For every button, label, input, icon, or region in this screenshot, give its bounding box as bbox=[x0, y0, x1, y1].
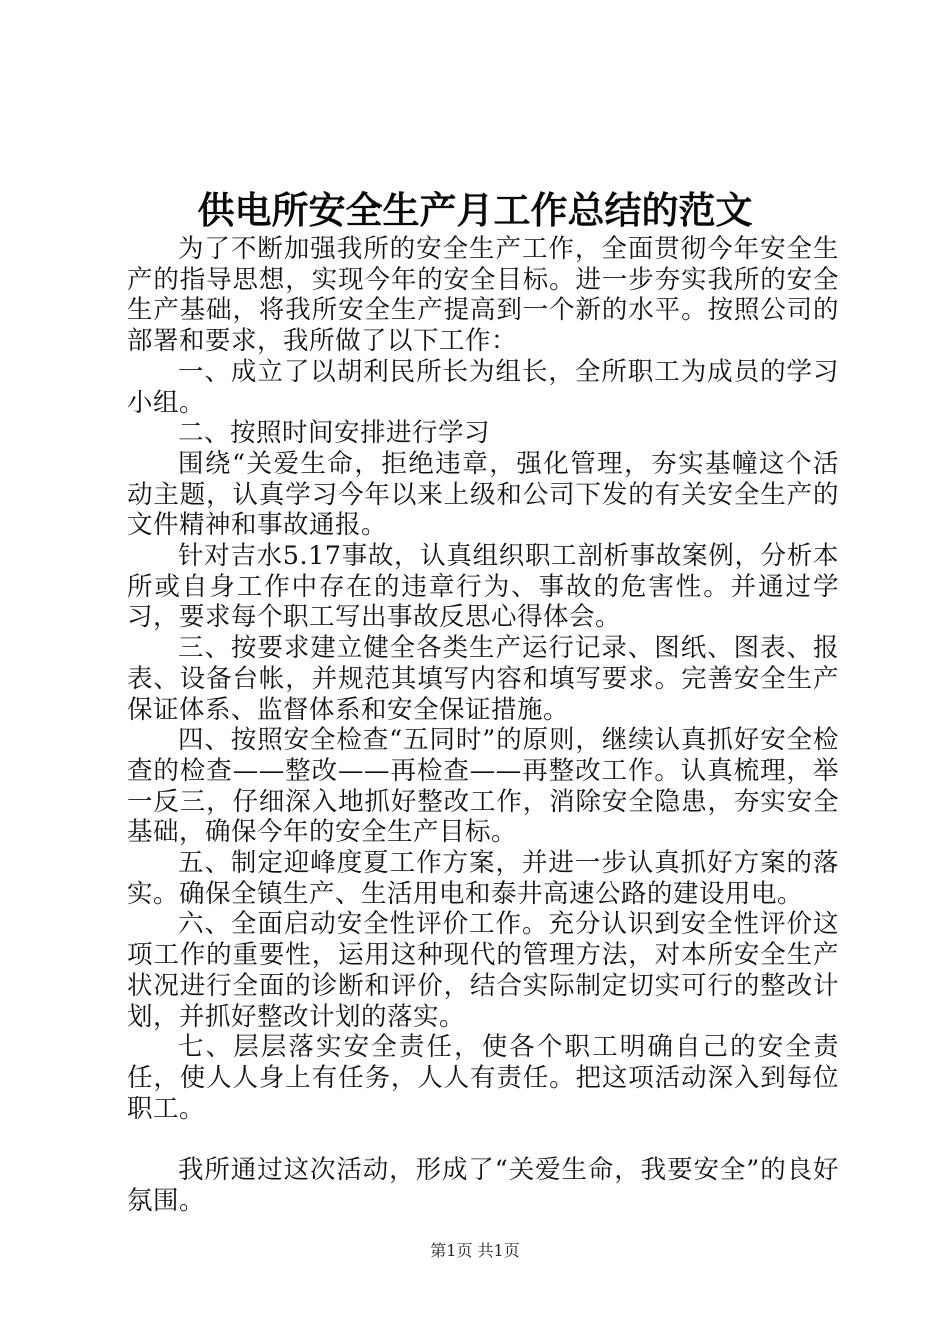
paragraph-item-2-accident: 针对吉水5.17事故，认真组织职工剖析事故案例，分析本所或自身工作中存在的违章行为、事故的危害性。并通过学习，要求每个职工写出事故反思心得体会。 bbox=[127, 541, 839, 633]
page-footer: 第1页 共1页 bbox=[430, 1241, 520, 1260]
paragraph-item-1: 一、成立了以胡利民所长为组长，全所职工为成员的学习小组。 bbox=[127, 356, 839, 418]
document-title: 供电所安全生产月工作总结的范文 bbox=[197, 188, 753, 232]
paragraph-item-2-theme: 围绕“关爱生命，拒绝违章，强化管理，夯实基幢这个活动主题，认真学习今年以来上级和公司下发的有关安全生产的文件精神和事故通报。 bbox=[127, 448, 839, 541]
paragraph-item-5: 五、制定迎峰度夏工作方案，并进一步认真抓好方案的落实。确保全镇生产、生活用电和泰井高速公路的建设用电。 bbox=[127, 848, 839, 909]
paragraph-intro: 为了不断加强我所的安全生产工作，全面贯彻今年安全生产的指导思想，实现今年的安全目标。进一步夯实我所的安全生产基础，将我所安全生产提高到一个新的水平。按照公司的部署和要求，我所做了以下工作： bbox=[127, 234, 839, 357]
paragraph-item-4: 四、按照安全检查“五同时”的原则，继续认真抓好安全检查的检查——整改——再检查——再整改工作。认真梳理，举一反三，仔细深入地抓好整改工作，消除安全隐患，夯实安全基础，确保今年的安全生产目标。 bbox=[127, 725, 839, 848]
paragraph-conclusion: 我所通过这次活动，形成了“关爱生命，我要安全”的良好氛围。 bbox=[127, 1155, 839, 1217]
paragraph-item-2: 二、按照时间安排进行学习 bbox=[178, 418, 491, 449]
paragraph-item-6: 六、全面启动安全性评价工作。充分认识到安全性评价这项工作的重要性，运用这种现代的管理方法，对本所安全生产状况进行全面的诊断和评价，结合实际制定切实可行的整改计划，并抓好整改计划的落实。 bbox=[127, 909, 839, 1032]
paragraph-item-7: 七、层层落实安全责任，使各个职工明确自己的安全责任，使人人身上有任务，人人有责任。把这项活动深入到每位职工。 bbox=[127, 1032, 839, 1124]
document-body bbox=[127, 234, 839, 1217]
paragraph-item-3: 三、按要求建立健全各类生产运行记录、图纸、图表、报表、设备台帐，并规范其填写内容和填写要求。完善安全生产保证体系、监督体系和安全保证措施。 bbox=[127, 633, 839, 725]
